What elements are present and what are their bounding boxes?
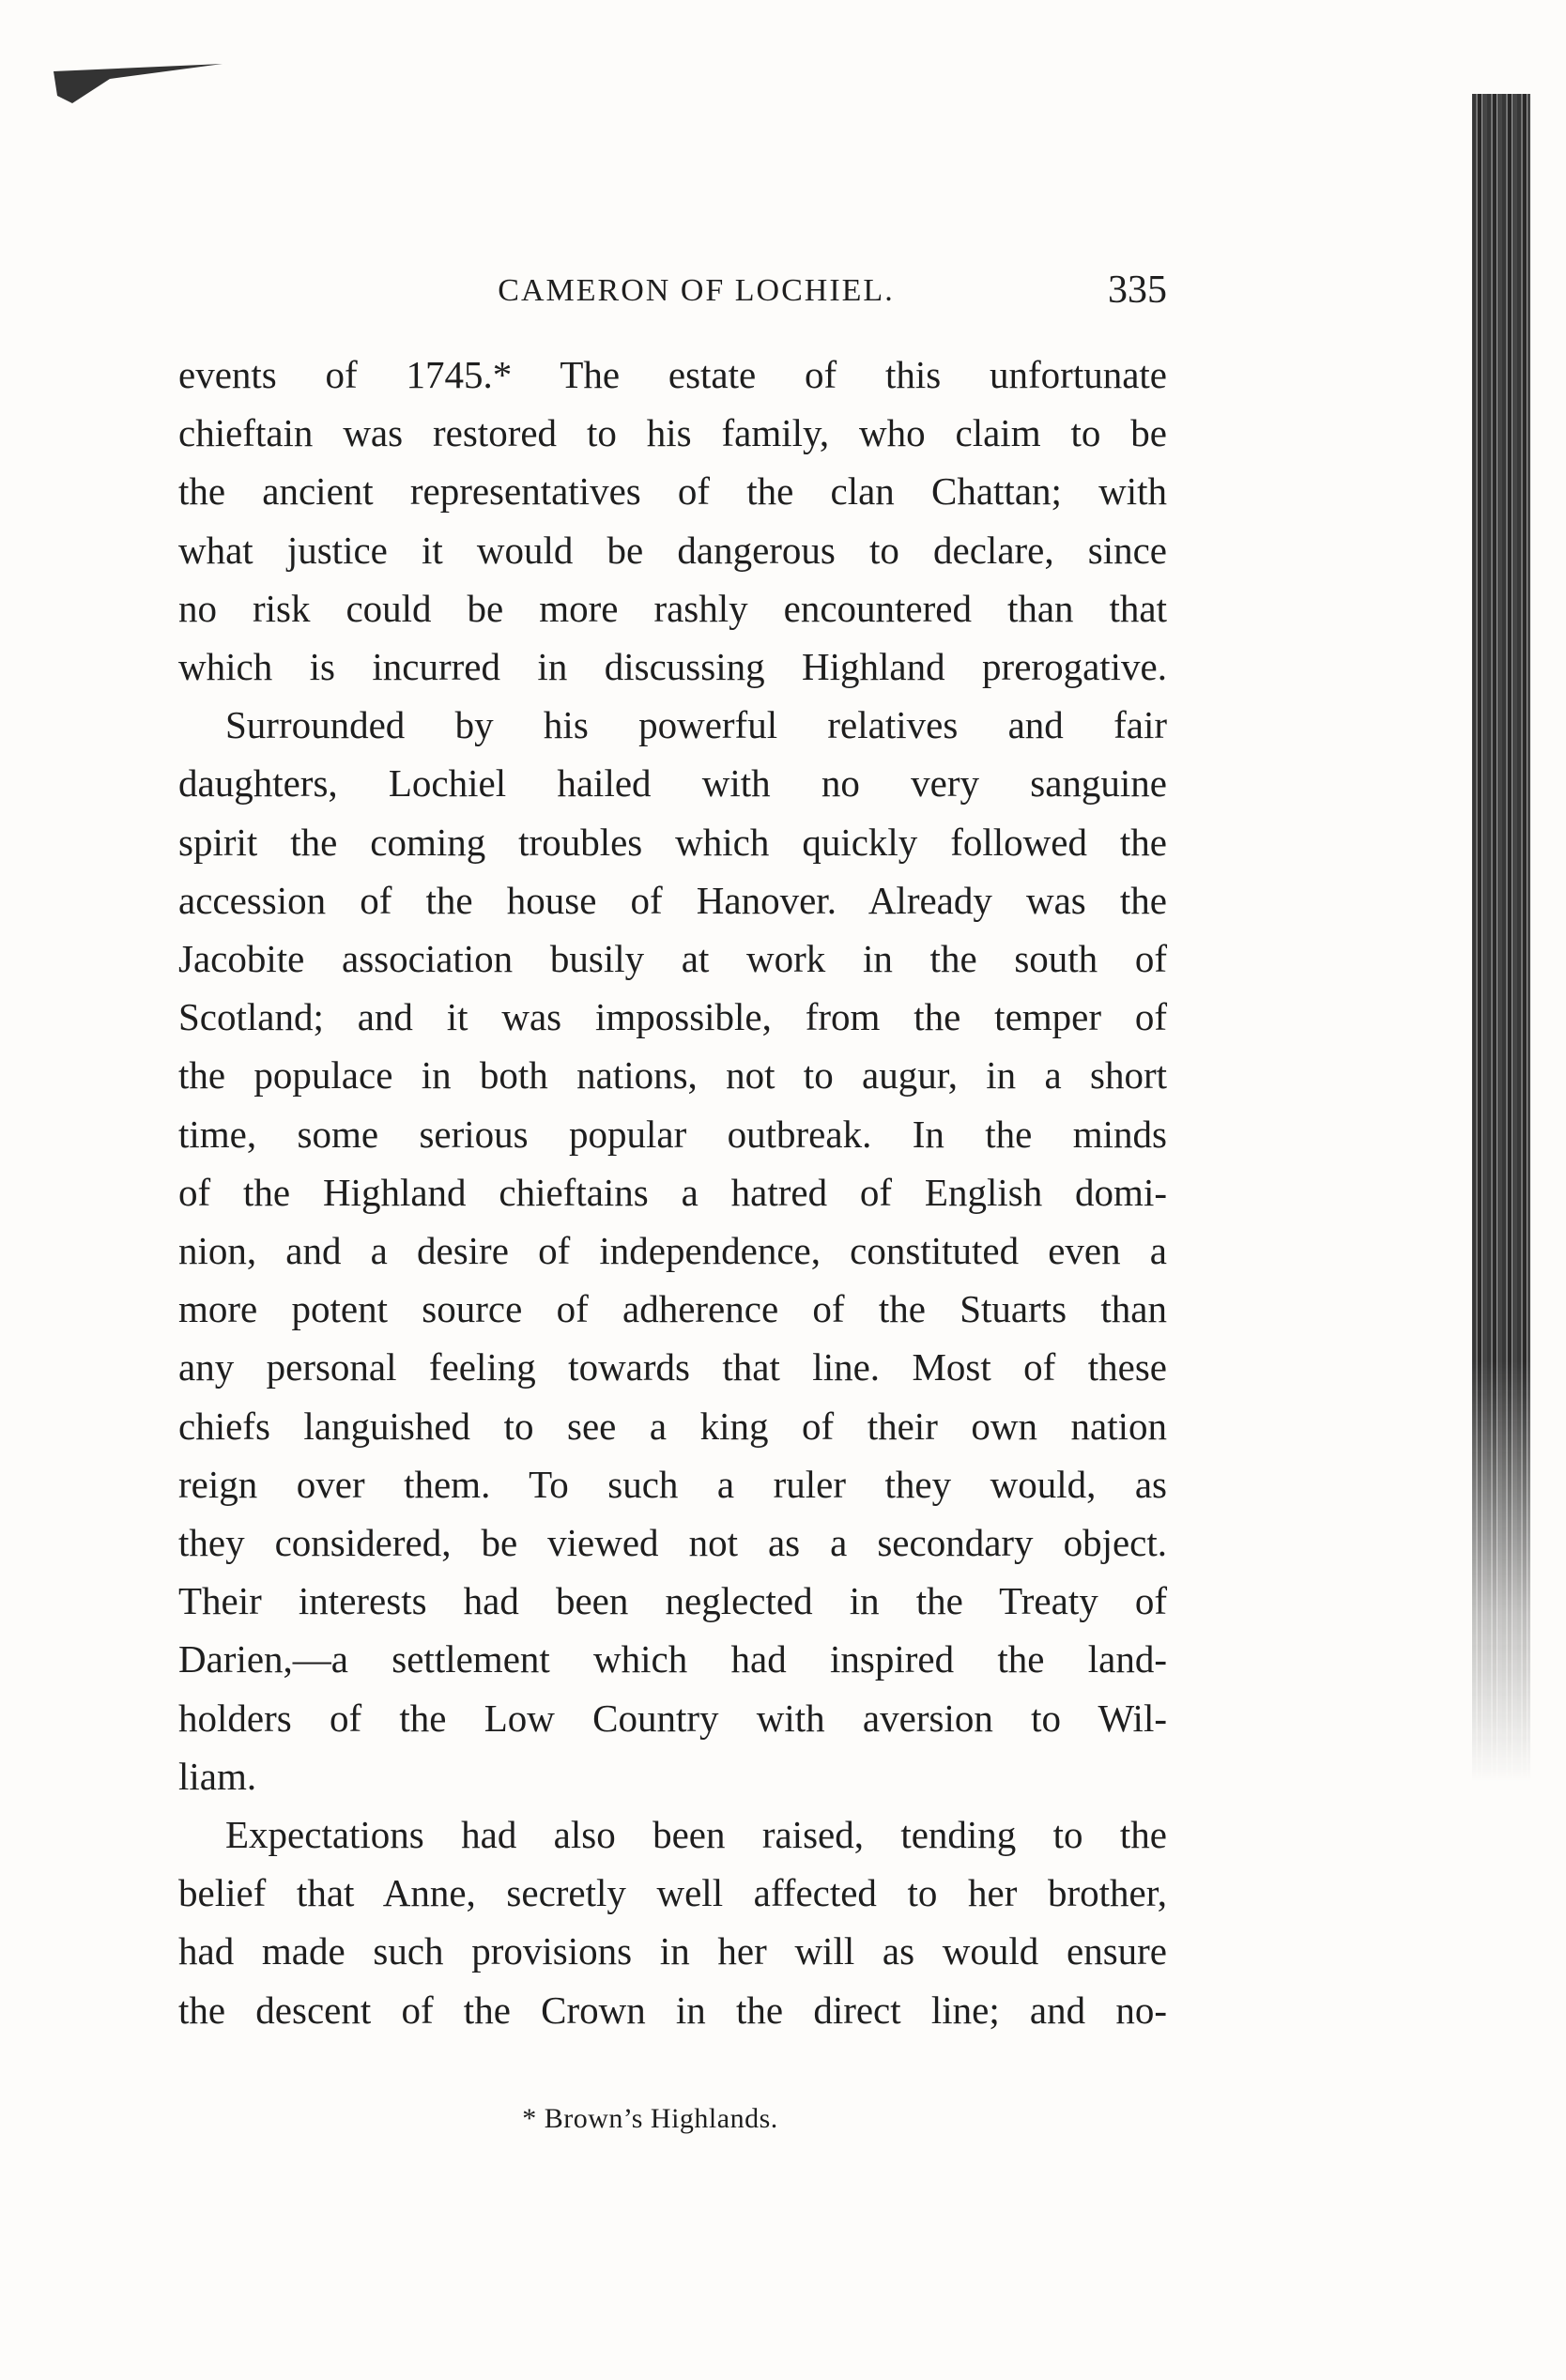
text-line: no risk could be more rashly encountered than that xyxy=(178,586,1167,630)
text-line: spirit the coming troubles which quickly followed the xyxy=(178,820,1167,864)
footnote: * Brown’s Highlands. xyxy=(522,2103,778,2134)
text-line: more potent source of adherence of the Stuarts than xyxy=(178,1287,1167,1331)
ink-smudge-mark xyxy=(54,58,223,105)
page-number: 335 xyxy=(1108,269,1167,312)
text-line: which is incurred in discussing Highland prerogative. xyxy=(178,645,1167,689)
text-line: nion, and a desire of independence, constituted even a xyxy=(178,1229,1167,1273)
text-line: Surrounded by his powerful relatives and fair xyxy=(225,703,1167,747)
text-line: had made such provisions in her will as would ensure xyxy=(178,1929,1167,1973)
running-title: CAMERON OF LOCHIEL. xyxy=(498,273,895,308)
text-line: Scotland; and it was impossible, from the temper of xyxy=(178,995,1167,1039)
text-line: reign over them. To such a ruler they would, as xyxy=(178,1462,1167,1506)
text-line: chiefs languished to see a king of their own nation xyxy=(178,1404,1167,1448)
text-line: Their interests had been neglected in the Treaty of xyxy=(178,1579,1167,1623)
text-line: the descent of the Crown in the direct line; and no- xyxy=(178,1988,1167,2032)
text-line: belief that Anne, secretly well affected to her brother, xyxy=(178,1871,1167,1915)
text-line: they considered, be viewed not as a secondary object. xyxy=(178,1521,1167,1565)
body-text xyxy=(178,345,1167,2039)
text-line: accession of the house of Hanover. Already was the xyxy=(178,878,1167,922)
text-line: events of 1745.* The estate of this unfortunate xyxy=(178,353,1167,396)
text-line: daughters, Lochiel hailed with no very sanguine xyxy=(178,761,1167,806)
text-line: Jacobite association busily at work in the south of xyxy=(178,937,1167,981)
text-line: chieftain was restored to his family, who claim to be xyxy=(178,411,1167,455)
running-header xyxy=(178,268,1167,320)
text-line: any personal feeling towards that line. Most of these xyxy=(178,1345,1167,1390)
text-line: of the Highland chieftains a hatred of English domi- xyxy=(178,1170,1167,1214)
page-edge-shadow xyxy=(1472,94,1530,1784)
text-line: what justice it would be dangerous to declare, since xyxy=(178,528,1167,572)
text-line: liam. xyxy=(178,1754,257,1798)
text-line: holders of the Low Country with aversion to Wil- xyxy=(178,1696,1167,1740)
text-line: time, some serious popular outbreak. In the minds xyxy=(178,1112,1167,1156)
text-line: the populace in both nations, not to augur, in a short xyxy=(178,1053,1167,1098)
text-line: the ancient representatives of the clan Chattan; with xyxy=(178,469,1167,514)
text-line: Expectations had also been raised, tending to the xyxy=(225,1813,1167,1857)
text-line: Darien,—a settlement which had inspired the land- xyxy=(178,1637,1167,1681)
